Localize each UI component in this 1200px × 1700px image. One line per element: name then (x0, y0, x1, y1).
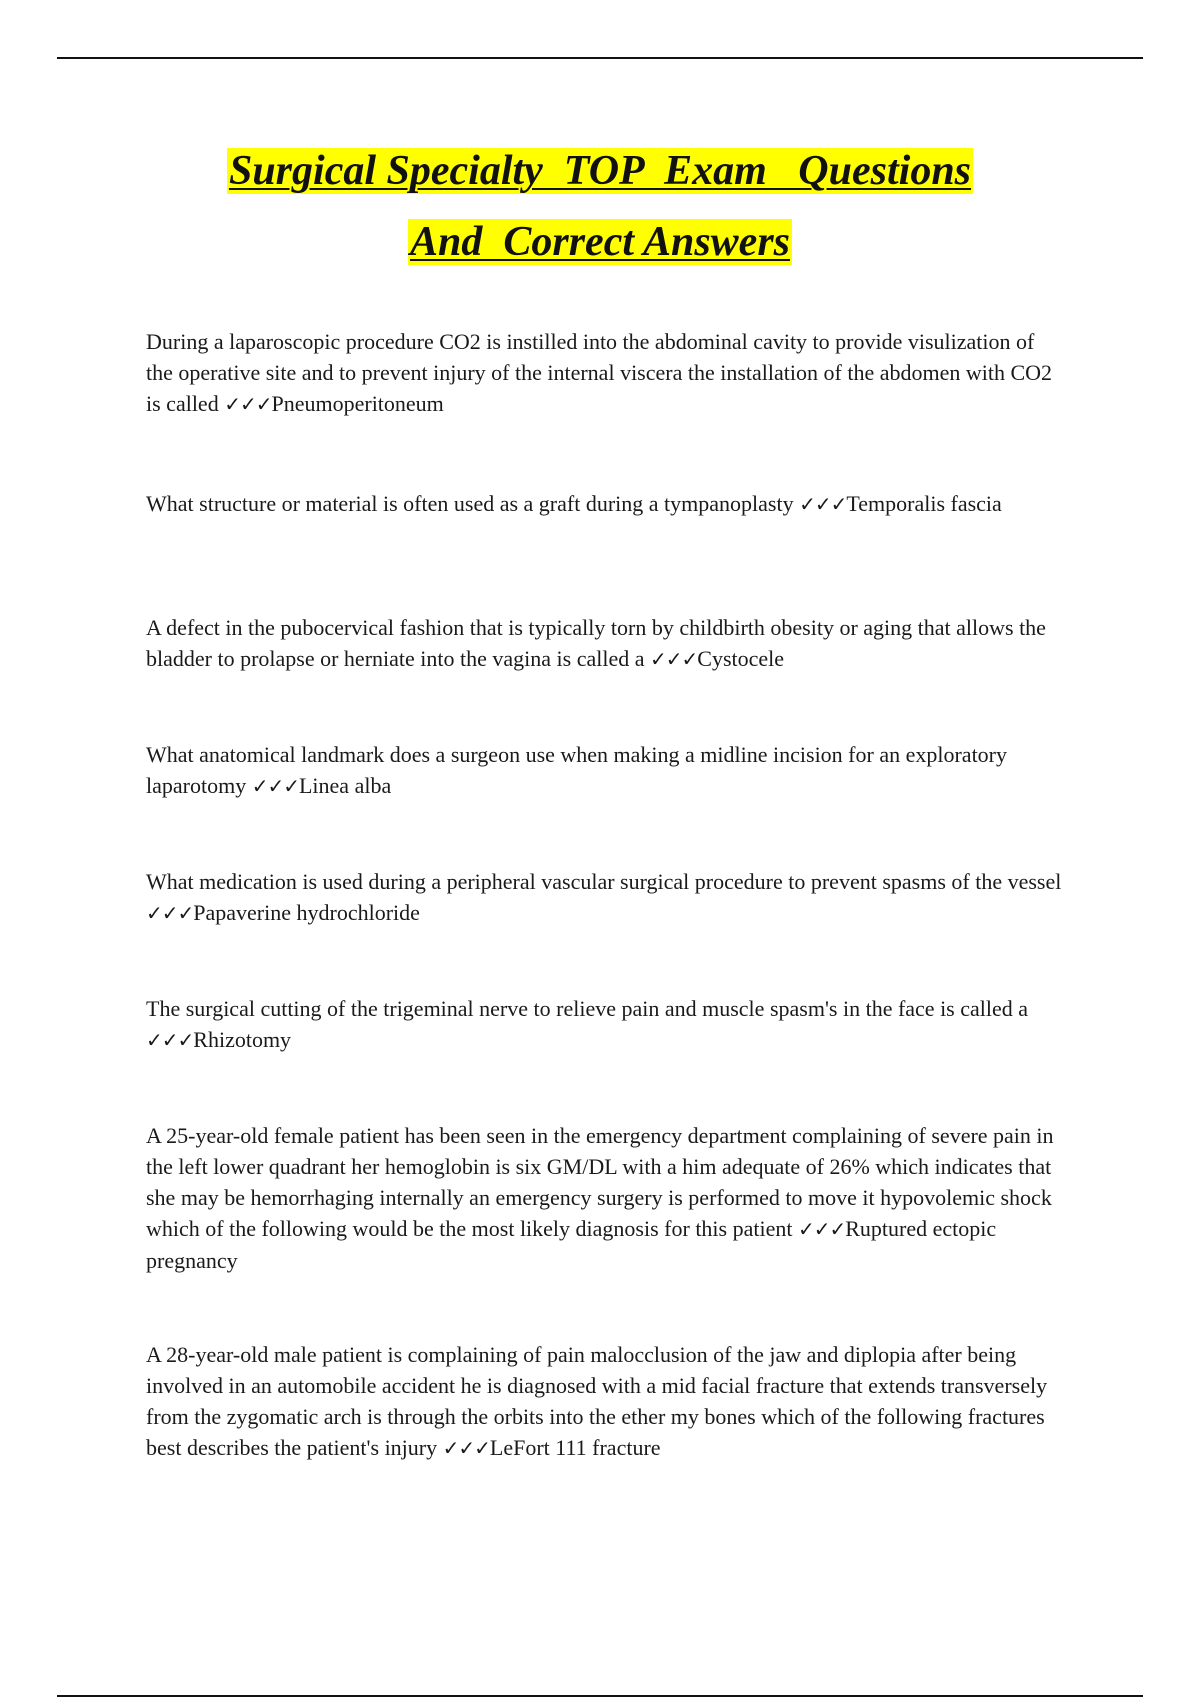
check-marks-icon: ✓✓✓ (649, 647, 698, 671)
answer-text: LeFort 111 fracture (489, 1435, 661, 1460)
title-text-2: And Correct Answers (409, 219, 791, 265)
title-line-1 (0, 140, 1200, 211)
answer-text: Papaverine hydrochloride (193, 900, 420, 925)
question-text: What anatomical landmark does a surgeon use when making a midline incision for an exploratory laparotomy (146, 742, 1008, 798)
top-rule (57, 57, 1143, 59)
answer-text: Cystocele (697, 646, 785, 671)
question-text: During a laparoscopic procedure CO2 is instilled into the abdominal cavity to provide visulization of the operative site and to prevent injury of the internal viscera the installation of the abdomen with CO2 is called (146, 329, 1053, 416)
answer-text: Linea alba (298, 773, 392, 798)
check-marks-icon: ✓✓✓ (442, 1436, 490, 1460)
question-text: A defect in the pubocervical fashion that is typically torn by childbirth obesity or aging that allows the bladder to prolapse or herniate into the vagina is called a (146, 615, 1046, 671)
answer-text: Pneumoperitoneum (271, 391, 444, 416)
answer-text: Rhizotomy (193, 1027, 292, 1052)
title-line-2 (0, 211, 1200, 282)
check-marks-icon: ✓✓✓ (251, 774, 299, 798)
qa-item-2 (146, 488, 1066, 520)
qa-item-8 (146, 1339, 1066, 1464)
answer-text: Temporalis fascia (846, 491, 1002, 516)
question-text: A 28-year-old male patient is complaining of pain malocclusion of the jaw and diplopia after being involved in an automobile accident he is diagnosed with a mid facial fracture that extends transversely from the zygomatic arch is through the orbits into the ether my bones which of the following fractures best describes the patient's injury (146, 1342, 1048, 1460)
check-marks-icon: ✓✓✓ (797, 1217, 846, 1241)
qa-item-5 (146, 866, 1066, 929)
qa-item-6 (146, 993, 1066, 1056)
document-title (0, 140, 1200, 282)
title-text-1: Surgical Specialty TOP Exam Questions (228, 148, 972, 194)
question-text: The surgical cutting of the trigeminal nerve to relieve pain and muscle spasm's in the face is called a (146, 996, 1029, 1021)
check-marks-icon: ✓✓✓ (146, 901, 194, 925)
check-marks-icon: ✓✓✓ (146, 1028, 194, 1052)
qa-item-3 (146, 612, 1066, 675)
question-text: What structure or material is often used as a graft during a tympanoplasty (146, 491, 800, 516)
qa-item-1 (146, 326, 1066, 420)
check-marks-icon: ✓✓✓ (799, 492, 847, 516)
bottom-rule (57, 1695, 1143, 1697)
qa-item-4 (146, 739, 1066, 802)
answer-text: Ruptured ectopic pregnancy (146, 1216, 997, 1273)
qa-item-7 (146, 1120, 1066, 1276)
question-text: What medication is used during a peripheral vascular surgical procedure to prevent spasms of the vessel (146, 869, 1062, 894)
question-text: A 25-year-old female patient has been seen in the emergency department complaining of severe pain in the left lower quadrant her hemoglobin is six GM/DL with a him adequate of 26% which indicates that she may be hemorrhaging internally an emergency surgery is performed to move it hypovolemic shock which of the following would be the most likely diagnosis for this patient (146, 1123, 1054, 1241)
check-marks-icon: ✓✓✓ (224, 392, 272, 416)
